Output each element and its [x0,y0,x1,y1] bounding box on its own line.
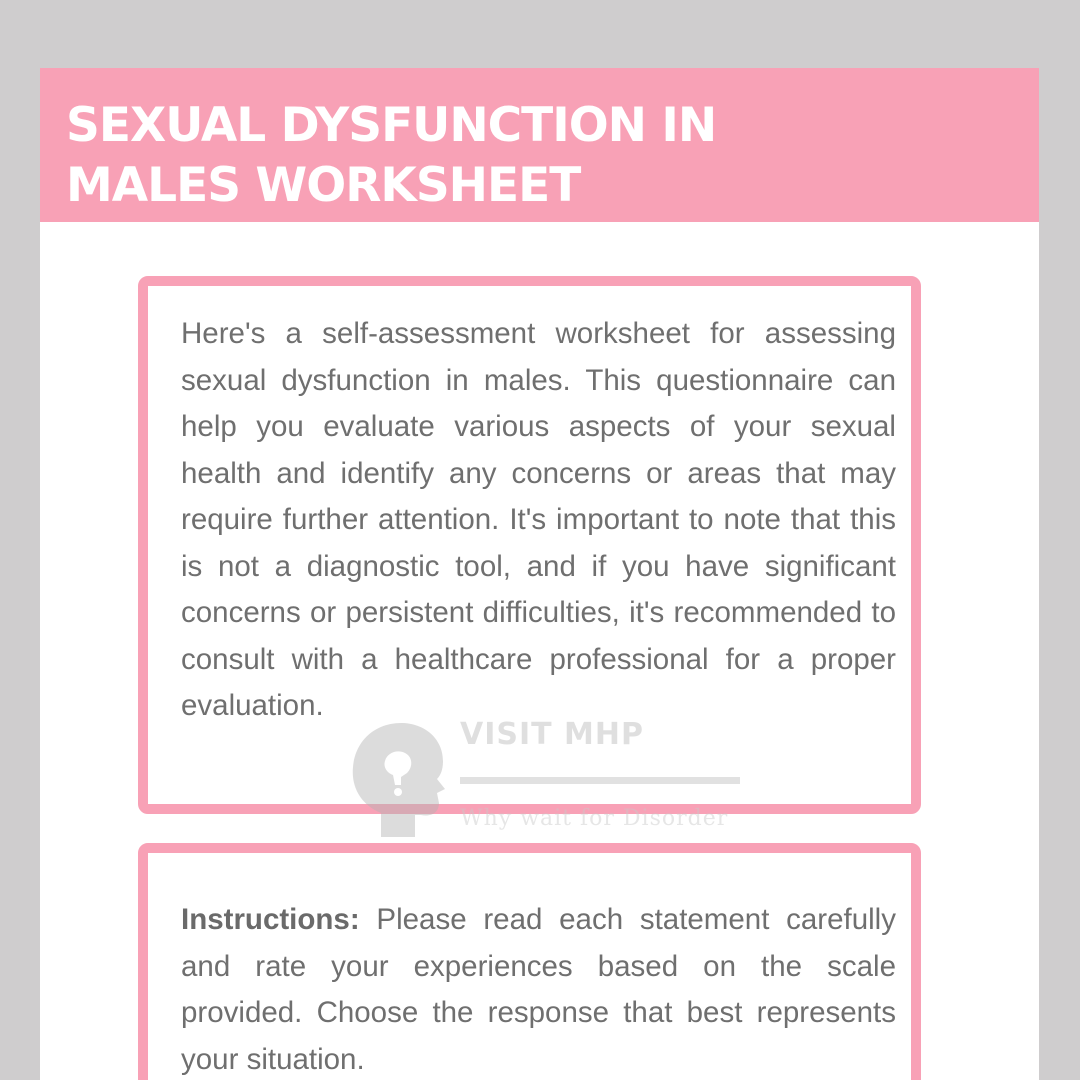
intro-text: Here's a self-assessment worksheet for assessing sexual dysfunction in males. This questionnaire can help you evaluate various aspects of your sexual health and identify any concerns or areas that may require further attention. It's important to note that this is not a diagnostic tool, and if you have significant concerns or persistent difficulties, it's recommended to consult with a healthcare professional for a proper evaluation. [181,317,896,722]
intro-card [138,276,921,814]
page-title [66,96,716,216]
title-line-2: MALES WORKSHEET [66,158,581,213]
title-line-1: SEXUAL DYSFUNCTION IN [66,98,717,153]
title-banner [40,68,1039,222]
instructions-card [138,843,921,1080]
worksheet-page [40,68,1039,1080]
instructions-text: Please read each statement carefully and rate your experiences based on the scale provided. Choose the response that best represents your situation. [181,903,896,1076]
instructions-label: Instructions: [181,903,360,936]
instructions-paragraph [181,897,896,1080]
watermark-brand: VISIT MHP [460,717,645,752]
watermark-tagline: Why wait for Disorder [460,806,729,831]
